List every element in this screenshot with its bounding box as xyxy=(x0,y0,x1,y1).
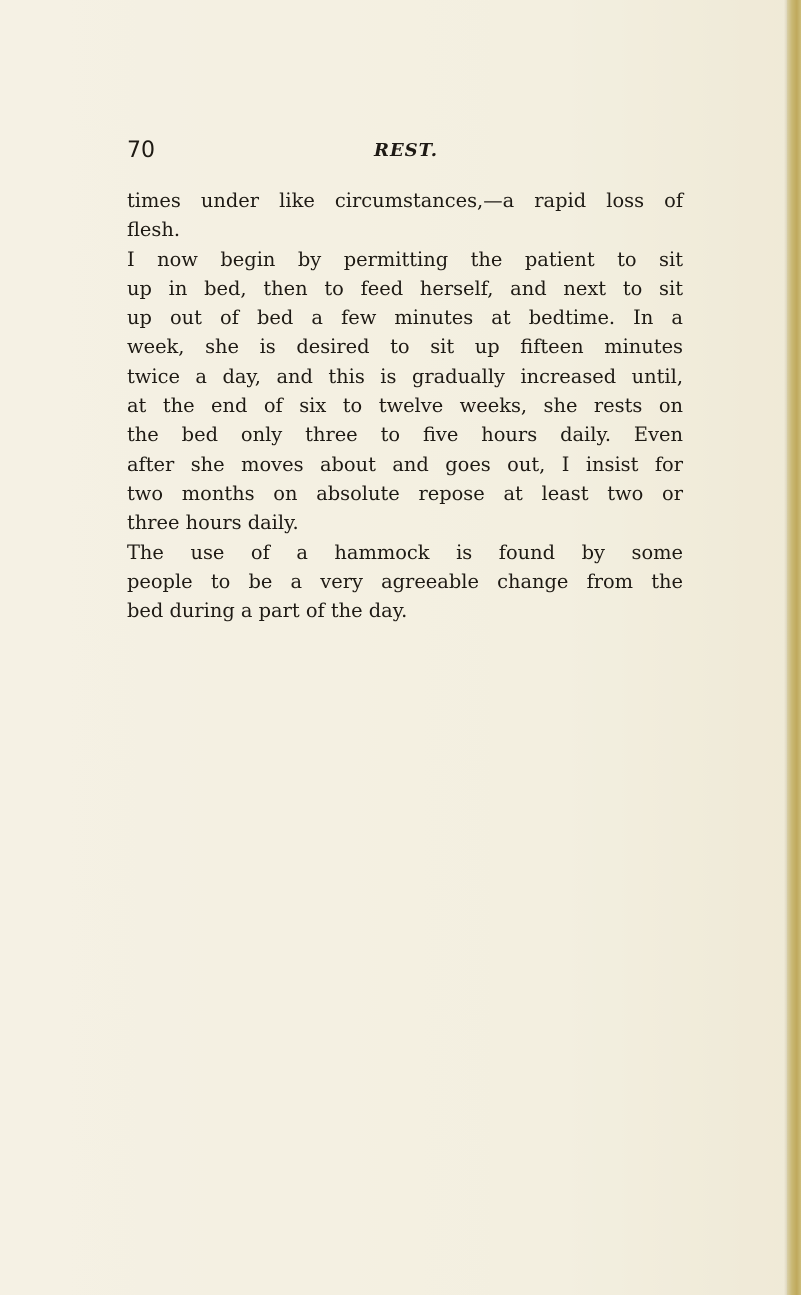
text-line: at the end of six to twelve weeks, she rests on xyxy=(127,394,683,418)
text-line: the bed only three to five hours daily. Even xyxy=(127,423,683,447)
paragraph-2 xyxy=(127,245,683,538)
text-line: The use of a hammock is found by some xyxy=(127,540,683,564)
text-line: three hours daily. xyxy=(127,511,299,535)
body-text xyxy=(127,186,683,625)
text-line: I now begin by permitting the patient to sit xyxy=(127,247,683,271)
text-line: week, she is desired to sit up fifteen minutes xyxy=(127,335,683,359)
text-line: bed during a part of the day. xyxy=(127,599,408,623)
page-number: 70 xyxy=(127,138,155,163)
paragraph-3 xyxy=(127,538,683,626)
text-line: flesh. xyxy=(127,218,181,242)
text-line: after she moves about and goes out, I insist for xyxy=(127,452,683,476)
page-edge xyxy=(787,0,801,1295)
text-line: up in bed, then to feed herself, and next to sit xyxy=(127,276,683,300)
running-head: REST. xyxy=(374,140,439,161)
paragraph-1 xyxy=(127,186,683,245)
text-line: twice a day, and this is gradually increased until, xyxy=(127,364,683,388)
text-line: up out of bed a few minutes at bedtime. In a xyxy=(127,306,683,330)
text-line: times under like circumstances,—a rapid loss of xyxy=(127,189,683,212)
text-line: people to be a very agreeable change from the xyxy=(127,569,683,593)
text-line: two months on absolute repose at least two or xyxy=(127,481,683,505)
page-header xyxy=(127,138,687,168)
